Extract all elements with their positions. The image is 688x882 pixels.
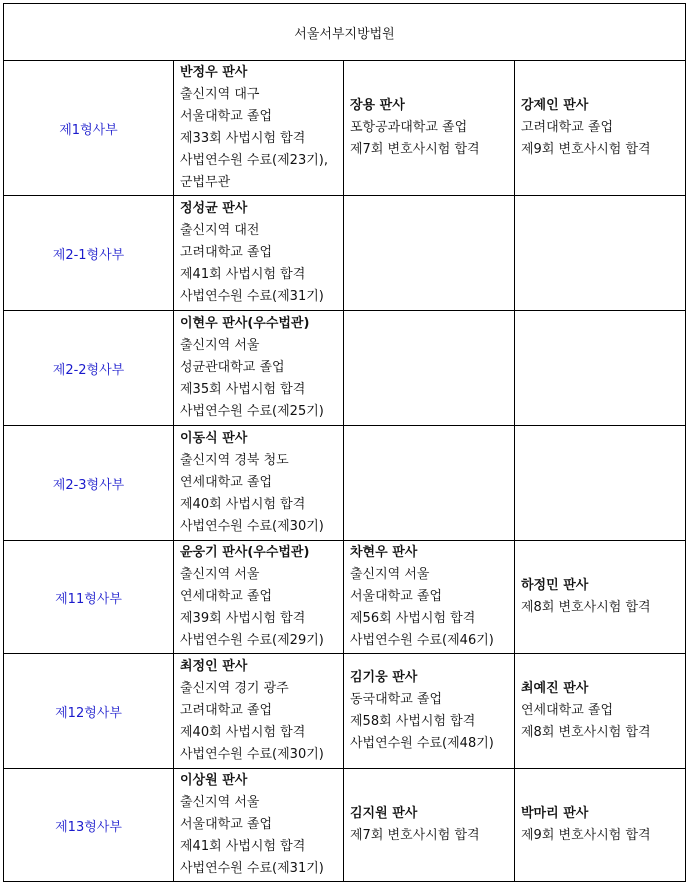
judge-name: 박마리 판사: [521, 806, 589, 821]
judge-detail: 사법연수원 수료(제29기): [180, 633, 324, 648]
judge-detail: 제35회 사법시험 합격: [180, 382, 306, 397]
judge-name: 하정민 판사: [521, 578, 589, 593]
department-name: 제2-1형사부: [4, 196, 174, 311]
table-row: [4, 61, 686, 196]
judge-detail: 제40회 사법시험 합격: [180, 497, 306, 512]
table-row: [4, 311, 686, 426]
judge-cell: [174, 426, 344, 541]
judge-name: 강제인 판사: [521, 98, 589, 113]
judge-detail: 사법연수원 수료(제23기),: [180, 153, 328, 168]
judge-name: 윤웅기 판사(우수법관): [180, 545, 310, 560]
judge-detail: 제9회 변호사시험 합격: [521, 828, 651, 843]
judge-cell: [344, 61, 515, 196]
judge-cell: [515, 541, 686, 654]
judge-detail: 제33회 사법시험 합격: [180, 131, 306, 146]
title-row: [4, 4, 686, 61]
table-row: [4, 541, 686, 654]
department-name: 제2-3형사부: [4, 426, 174, 541]
court-title: 서울서부지방법원: [4, 4, 686, 61]
table-row: [4, 769, 686, 882]
judge-detail: 사법연수원 수료(제48기): [350, 736, 494, 751]
judge-cell: [344, 311, 515, 426]
judge-cell: [344, 196, 515, 311]
judge-detail: 사법연수원 수료(제31기): [180, 861, 324, 876]
judge-detail: 동국대학교 졸업: [350, 692, 443, 707]
judge-detail: 출신지역 서울: [180, 567, 260, 582]
department-name: 제12형사부: [4, 654, 174, 769]
judge-name: 김기웅 판사: [350, 670, 418, 685]
judge-detail: 제9회 변호사시험 합격: [521, 142, 651, 157]
judge-detail: 제41회 사법시험 합격: [180, 267, 306, 282]
judge-detail: 제40회 사법시험 합격: [180, 725, 306, 740]
department-name: 제2-2형사부: [4, 311, 174, 426]
judge-detail: 서울대학교 졸업: [350, 589, 443, 604]
judge-cell: [515, 196, 686, 311]
judge-cell: [515, 61, 686, 196]
judge-cell: [344, 426, 515, 541]
judge-cell: [174, 196, 344, 311]
judge-detail: 제41회 사법시험 합격: [180, 839, 306, 854]
judge-name: 이동식 판사: [180, 431, 248, 446]
judge-name: 최정인 판사: [180, 659, 248, 674]
judge-detail: 사법연수원 수료(제31기): [180, 289, 324, 304]
judge-name: 반정우 판사: [180, 65, 248, 80]
judge-detail: 출신지역 대전: [180, 223, 260, 238]
judge-detail: 출신지역 경북 청도: [180, 453, 289, 468]
judge-name: 이상원 판사: [180, 773, 248, 788]
judge-cell: [174, 654, 344, 769]
judge-name: 김지원 판사: [350, 806, 418, 821]
judge-detail: 성균관대학교 졸업: [180, 360, 285, 375]
judge-name: 차현우 판사: [350, 545, 418, 560]
judge-detail: 고려대학교 졸업: [180, 245, 273, 260]
judge-cell: [174, 769, 344, 882]
judge-detail: 출신지역 경기 광주: [180, 681, 289, 696]
judge-name: 장용 판사: [350, 98, 405, 113]
judge-detail: 출신지역 서울: [180, 338, 260, 353]
judge-cell: [344, 541, 515, 654]
judge-detail: 출신지역 대구: [180, 87, 260, 102]
judge-detail: 서울대학교 졸업: [180, 109, 273, 124]
judge-detail: 사법연수원 수료(제30기): [180, 519, 324, 534]
judge-detail: 포항공과대학교 졸업: [350, 120, 468, 135]
judge-cell: [515, 769, 686, 882]
judge-cell: [515, 654, 686, 769]
judge-detail: 사법연수원 수료(제46기): [350, 633, 494, 648]
table-row: [4, 196, 686, 311]
judge-detail: 출신지역 서울: [180, 795, 260, 810]
judge-detail: 고려대학교 졸업: [180, 703, 273, 718]
judge-cell: [344, 654, 515, 769]
judge-detail: 고려대학교 졸업: [521, 120, 614, 135]
judge-name: 최예진 판사: [521, 681, 589, 696]
court-judges-table: [3, 3, 686, 882]
judge-cell: [515, 311, 686, 426]
judge-cell: [174, 61, 344, 196]
judge-cell: [344, 769, 515, 882]
department-name: 제13형사부: [4, 769, 174, 882]
judge-detail: 제58회 사법시험 합격: [350, 714, 476, 729]
department-name: 제1형사부: [4, 61, 174, 196]
judge-detail: 연세대학교 졸업: [180, 589, 273, 604]
judge-detail: 서울대학교 졸업: [180, 817, 273, 832]
table-row: [4, 654, 686, 769]
judge-name: 정성균 판사: [180, 201, 248, 216]
judge-name: 이현우 판사(우수법관): [180, 316, 310, 331]
judge-detail: 사법연수원 수료(제30기): [180, 747, 324, 762]
table-row: [4, 426, 686, 541]
judge-detail: 제39회 사법시험 합격: [180, 611, 306, 626]
judge-cell: [515, 426, 686, 541]
judge-detail: 출신지역 서울: [350, 567, 430, 582]
judge-detail: 연세대학교 졸업: [180, 475, 273, 490]
judge-detail: 제8회 변호사시험 합격: [521, 725, 651, 740]
judge-detail: 연세대학교 졸업: [521, 703, 614, 718]
judge-detail: 제7회 변호사시험 합격: [350, 828, 480, 843]
judge-detail: 제7회 변호사시험 합격: [350, 142, 480, 157]
judge-detail: 군법무관: [180, 175, 231, 190]
judge-detail: 제56회 사법시험 합격: [350, 611, 476, 626]
judge-cell: [174, 541, 344, 654]
department-name: 제11형사부: [4, 541, 174, 654]
judge-detail: 제8회 변호사시험 합격: [521, 600, 651, 615]
judge-detail: 사법연수원 수료(제25기): [180, 404, 324, 419]
judge-cell: [174, 311, 344, 426]
